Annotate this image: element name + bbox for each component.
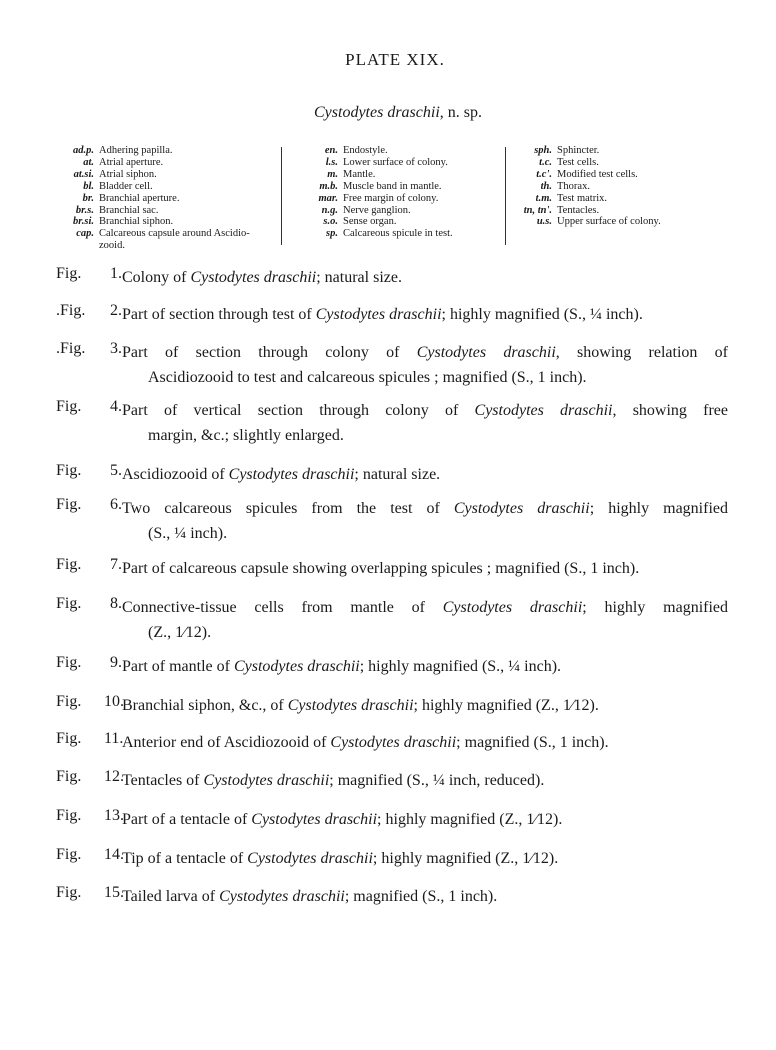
legend-definition: Free margin of colony. xyxy=(343,192,439,204)
figure-text: ; highly magnified (Z., 1⁄12). xyxy=(372,850,559,867)
legend-row xyxy=(292,205,502,217)
figure-number: 14. xyxy=(104,846,124,863)
figure-description xyxy=(122,398,728,448)
figure-description xyxy=(122,595,728,645)
legend-definition: Branchial sac. xyxy=(99,204,159,216)
figure-text: ; highly magnified xyxy=(589,500,729,517)
legend-row xyxy=(292,216,502,228)
figure-description xyxy=(122,340,728,390)
figure-label: Fig. xyxy=(56,884,82,901)
legend-row xyxy=(512,216,742,228)
figure-description xyxy=(122,807,728,832)
figure-description-continuation: Ascidiozooid to test and calcareous spicules ; magnified (S., 1 inch). xyxy=(148,369,587,386)
legend-abbreviation: sp. xyxy=(326,228,338,240)
figure-number: 1. xyxy=(110,265,122,282)
figure-species-name: Cystodytes draschii xyxy=(315,306,442,323)
figure-text: Two calcareous spicules from the test of xyxy=(122,500,454,517)
legend-definition: Muscle band in mantle. xyxy=(343,180,442,192)
legend-row xyxy=(512,145,742,157)
figure-description-line xyxy=(122,884,728,909)
legend-row xyxy=(58,157,280,169)
figure-label: Fig. xyxy=(56,496,82,513)
legend-row xyxy=(58,240,280,252)
plate-title: PLATE XIX. xyxy=(345,50,445,69)
legend-row xyxy=(58,169,280,181)
figure-text: Part of mantle of xyxy=(122,658,234,675)
figure-description-line xyxy=(122,340,728,365)
legend-abbreviation: n.g. xyxy=(321,204,338,216)
legend-column-3 xyxy=(512,145,742,228)
figure-number: 6. xyxy=(110,496,122,513)
figure-description-continuation: (Z., 1⁄12). xyxy=(148,624,212,641)
legend-row xyxy=(58,228,280,240)
legend-definition: Adhering papilla. xyxy=(99,145,173,156)
legend-row xyxy=(512,157,742,169)
figure-label: Fig. xyxy=(56,768,82,785)
legend-abbreviation: bl. xyxy=(83,180,94,192)
legend-abbreviation: tn, tn'. xyxy=(523,204,552,216)
legend-definition: Lower surface of colony. xyxy=(343,156,448,168)
figure-text: Branchial siphon, &c., of xyxy=(122,697,288,714)
figure-text: Colony of xyxy=(122,269,191,286)
figure-text: Part of calcareous capsule showing overlapping spicules ; magnified (S., 1 inch). xyxy=(122,560,640,577)
legend-row xyxy=(292,228,502,240)
figure-label: Fig. xyxy=(56,807,82,824)
figure-species-name: Cystodytes draschii xyxy=(416,344,556,361)
figure-text: Tentacles of xyxy=(122,772,204,789)
figure-description xyxy=(122,730,728,755)
figure-description-line xyxy=(122,807,728,832)
figure-label: .Fig. xyxy=(56,340,86,357)
figure-label: Fig. xyxy=(56,556,82,573)
figure-description-continuation: (S., ¼ inch). xyxy=(148,525,228,542)
legend-definition: Nerve ganglion. xyxy=(343,204,411,216)
figure-text: Ascidiozooid of xyxy=(122,466,229,483)
legend-row xyxy=(58,193,280,205)
figure-text: Anterior end of Ascidiozooid of xyxy=(122,734,331,751)
figure-label: Fig. xyxy=(56,693,82,710)
legend-column-2 xyxy=(292,145,502,240)
figure-text: ; natural size. xyxy=(354,466,441,483)
figure-text: ; highly magnified (Z., 1⁄12). xyxy=(413,697,599,714)
figure-text: Part of vertical section through colony of xyxy=(122,402,475,419)
legend-definition: Calcareous capsule around Ascidio- xyxy=(99,228,250,240)
figure-description xyxy=(122,496,728,546)
figure-text: ; highly magnified (S., ¼ inch). xyxy=(441,306,643,323)
figure-description-line xyxy=(122,730,728,755)
figure-label: Fig. xyxy=(56,398,82,415)
legend-row xyxy=(292,157,502,169)
legend-abbreviation: ad.p. xyxy=(73,145,94,156)
legend-row xyxy=(512,169,742,181)
legend-abbreviation: l.s. xyxy=(325,156,338,168)
legend-definition: Sphincter. xyxy=(557,145,600,156)
legend-abbreviation: at. xyxy=(83,156,94,168)
species-name: Cystodytes draschii xyxy=(314,104,440,121)
figure-description xyxy=(122,846,728,871)
legend-abbreviation: m. xyxy=(327,168,338,180)
figure-description xyxy=(122,462,728,487)
figure-text: ; highly magnified (S., ¼ inch). xyxy=(359,658,562,675)
figure-number: 11. xyxy=(104,730,124,747)
legend-row xyxy=(58,216,280,228)
legend-definition: Mantle. xyxy=(343,168,376,180)
figure-description-line xyxy=(122,265,728,290)
legend-abbreviation: cap. xyxy=(76,228,94,240)
figure-number: 9. xyxy=(110,654,122,671)
legend-definition: Bladder cell. xyxy=(99,180,153,192)
legend-definition: Sense organ. xyxy=(343,216,397,228)
legend-abbreviation: br. xyxy=(82,192,94,204)
legend-row xyxy=(512,205,742,217)
legend-definition: Endostyle. xyxy=(343,145,388,156)
legend-abbreviation: s.o. xyxy=(323,216,338,228)
figure-description xyxy=(122,884,728,909)
legend-abbreviation: m.b. xyxy=(319,180,338,192)
legend-row xyxy=(512,181,742,193)
figure-text: ; magnified (S., 1 inch). xyxy=(344,888,498,905)
figure-text: Tip of a tentacle of xyxy=(122,850,248,867)
figure-number: 3. xyxy=(110,340,122,357)
figure-description-line xyxy=(122,556,728,581)
figure-description-line xyxy=(122,846,728,871)
figure-description-line xyxy=(122,768,728,793)
legend-abbreviation: sph. xyxy=(534,145,552,156)
legend-definition: Calcareous spicule in test. xyxy=(343,228,453,240)
legend-abbreviation: en. xyxy=(324,145,338,156)
legend-definition: Thorax. xyxy=(557,180,590,192)
legend-abbreviation: at.si. xyxy=(73,168,94,180)
figure-description-line xyxy=(122,693,728,718)
figure-species-name: Cystodytes draschii xyxy=(203,772,330,789)
legend-divider xyxy=(281,147,282,245)
legend-divider xyxy=(505,147,506,245)
figure-species-name: Cystodytes draschii xyxy=(251,811,378,828)
figure-text: ; magnified (S., 1 inch). xyxy=(456,734,609,751)
figure-label: .Fig. xyxy=(56,302,86,319)
figure-number: 13. xyxy=(104,807,124,824)
figure-number: 12. xyxy=(104,768,124,785)
figure-description-line xyxy=(122,462,728,487)
figure-number: 7. xyxy=(110,556,122,573)
legend-definition: Test matrix. xyxy=(557,192,608,204)
figure-text: , showing relation of xyxy=(555,344,729,361)
species-subtitle xyxy=(0,104,776,122)
legend-abbreviation: t.c'. xyxy=(536,168,552,180)
figure-description xyxy=(122,768,728,793)
figure-text: Part of section through colony of xyxy=(122,344,417,361)
figure-text: Part of a tentacle of xyxy=(122,811,252,828)
figure-label: Fig. xyxy=(56,730,82,747)
figure-text: Tailed larva of xyxy=(122,888,220,905)
figure-text: ; highly magnified (Z., 1⁄12). xyxy=(377,811,563,828)
figure-number: 10. xyxy=(104,693,124,710)
figure-description-line xyxy=(122,595,728,620)
legend-abbreviation: mar. xyxy=(318,192,338,204)
legend-abbreviation: u.s. xyxy=(536,216,552,228)
figure-number: 15. xyxy=(104,884,124,901)
legend-row xyxy=(512,193,742,205)
figure-number: 2. xyxy=(110,302,122,319)
figure-description xyxy=(122,556,728,581)
figure-label: Fig. xyxy=(56,462,82,479)
legend-definition: zooid. xyxy=(99,240,125,252)
legend-abbreviation: br.s. xyxy=(75,204,94,216)
figure-description-line xyxy=(122,496,728,521)
figure-species-name: Cystodytes draschii xyxy=(442,599,583,616)
figure-species-name: Cystodytes draschii xyxy=(287,697,414,714)
legend-definition: Branchial siphon. xyxy=(99,216,174,228)
legend-definition: Modified test cells. xyxy=(557,168,638,180)
figure-text: ; natural size. xyxy=(316,269,402,286)
legend-row xyxy=(58,145,280,157)
figure-species-name: Cystodytes draschii xyxy=(190,269,317,286)
legend-row xyxy=(292,169,502,181)
figure-description xyxy=(122,693,728,718)
figure-label: Fig. xyxy=(56,265,82,282)
legend-definition: Test cells. xyxy=(557,156,599,168)
figure-text: Connective-tissue cells from mantle of xyxy=(122,599,443,616)
figure-description-line xyxy=(122,654,728,679)
figure-label: Fig. xyxy=(56,595,82,612)
figure-species-name: Cystodytes draschii xyxy=(247,850,373,867)
figure-number: 4. xyxy=(110,398,122,415)
legend-row xyxy=(292,193,502,205)
legend-abbreviation: th. xyxy=(540,180,552,192)
legend-definition: Atrial siphon. xyxy=(99,168,157,180)
figure-label: Fig. xyxy=(56,654,82,671)
figure-description-line xyxy=(122,398,728,423)
legend-row xyxy=(292,181,502,193)
legend-abbreviation: br.si. xyxy=(72,216,94,228)
figure-text: , showing free xyxy=(612,402,729,419)
legend-definition: Branchial aperture. xyxy=(99,192,180,204)
figure-number: 8. xyxy=(110,595,122,612)
figure-text: ; magnified (S., ¼ inch, reduced). xyxy=(329,772,545,789)
legend-abbreviation: t.c. xyxy=(539,156,552,168)
figure-description xyxy=(122,302,728,327)
figure-species-name: Cystodytes draschii xyxy=(453,500,590,517)
legend-row xyxy=(58,181,280,193)
species-suffix: , n. sp. xyxy=(439,104,482,121)
figure-species-name: Cystodytes draschii xyxy=(330,734,457,751)
figure-species-name: Cystodytes draschii xyxy=(219,888,345,905)
figure-description-line xyxy=(122,302,728,327)
legend-definition: Atrial aperture. xyxy=(99,156,164,168)
figure-species-name: Cystodytes draschii xyxy=(233,658,360,675)
figure-text: Part of section through test of xyxy=(122,306,316,323)
figure-description xyxy=(122,265,728,290)
legend-abbreviation xyxy=(58,240,99,252)
figure-species-name: Cystodytes draschii xyxy=(228,466,355,483)
legend-definition: Upper surface of colony. xyxy=(557,216,661,228)
figure-description xyxy=(122,654,728,679)
legend-abbreviation: t.m. xyxy=(535,192,552,204)
figure-description-continuation: margin, &c.; slightly enlarged. xyxy=(148,427,344,444)
figure-text: ; highly magnified xyxy=(582,599,729,616)
figure-species-name: Cystodytes draschii xyxy=(474,402,613,419)
legend-row xyxy=(292,145,502,157)
legend-definition: Tentacles. xyxy=(557,204,600,216)
legend-row xyxy=(58,205,280,217)
figure-label: Fig. xyxy=(56,846,82,863)
figure-number: 5. xyxy=(110,462,122,479)
legend-column-1 xyxy=(58,145,280,252)
